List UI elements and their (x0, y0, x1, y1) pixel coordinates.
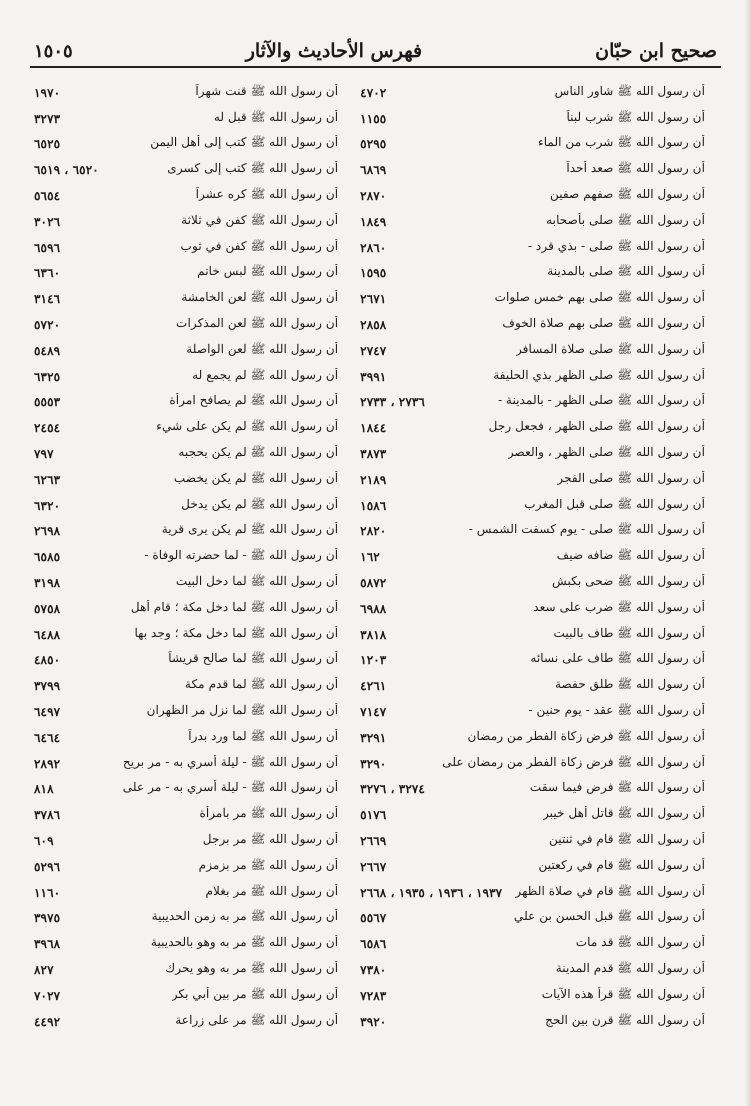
hadith-number: ٣٩٩١ (360, 369, 387, 384)
index-entry (34, 364, 338, 390)
hadith-number: ٢٨٧٠ (360, 189, 387, 204)
hadith-incipit: أن رسول الله ﷺ لم يكن يحجبه (178, 445, 339, 460)
hadith-number: ٢٧٤٧ (360, 343, 387, 358)
hadith-incipit: أن رسول الله ﷺ قام في ثنتين (549, 832, 705, 846)
index-entry (360, 106, 705, 132)
hadith-number: ٦٥٩٦ (34, 240, 61, 255)
index-entry (34, 80, 338, 106)
index-entry (34, 828, 338, 854)
hadith-incipit: أن رسول الله ﷺ شرب لبناً (566, 109, 705, 124)
index-entry (34, 183, 338, 209)
index-entry (360, 441, 705, 467)
hadith-incipit: أن رسول الله ﷺ طاف على نسائه (530, 651, 705, 666)
hadith-incipit: أن رسول الله ﷺ صلى الظهر ، والعصر (507, 445, 705, 460)
hadith-incipit: أن رسول الله ﷺ كتب إلى كسرى (167, 161, 339, 176)
hadith-number: ١٩٧٠ (34, 85, 61, 100)
hadith-number: ٥٥٦٧ (360, 911, 387, 926)
hadith-number: ٧٣٨٠ (360, 962, 387, 977)
index-entry (360, 390, 705, 416)
index-entry (34, 312, 338, 338)
index-entry (360, 415, 705, 441)
index-entry (360, 261, 705, 287)
hadith-number: ٣٩٦٨ (34, 937, 61, 952)
hadith-incipit: أن رسول الله ﷺ طلق حفصة (554, 677, 705, 692)
index-entry (34, 390, 338, 416)
hadith-number: ٦٥٨٦ (360, 937, 387, 952)
hadith-number: ٣٠٢٦ (34, 214, 61, 229)
hadith-number: ١٢٠٣ (360, 653, 387, 668)
hadith-number: ٣٨١٨ (360, 627, 387, 642)
hadith-incipit: أن رسول الله ﷺ مر بين أبي بكر (171, 986, 339, 1001)
index-entry (360, 80, 705, 106)
hadith-incipit: أن رسول الله ﷺ قام في صلاة الظهر (515, 883, 705, 898)
hadith-incipit: أن رسول الله ﷺ صلى بهم خمس صلوات (494, 290, 705, 305)
index-entry (360, 751, 705, 777)
hadith-incipit: أن رسول الله ﷺ فرض زكاة الفطر من رمضان (467, 728, 705, 743)
hadith-number: ٥٢٩٦ (34, 859, 61, 874)
index-entry (34, 957, 338, 983)
hadith-incipit: أن رسول الله ﷺ مر بزمزم (198, 857, 339, 872)
index-entry (360, 828, 705, 854)
hadith-number: ٢٧٣٦ ، ٢٧٣٣ (360, 395, 425, 410)
hadith-number: ٧٩٧ (34, 447, 54, 462)
hadith-number: ١١٦٠ (34, 885, 61, 900)
hadith-number: ١٨٤٤ (360, 421, 387, 436)
index-entry (34, 699, 338, 725)
hadith-number: ٣١٩٨ (34, 576, 61, 591)
index-entry (34, 519, 338, 545)
hadith-number: ٦٥٢٥ (34, 137, 61, 152)
hadith-incipit: أن رسول الله ﷺ مر به وهو بالحديبية (150, 935, 339, 950)
hadith-incipit: أن رسول الله ﷺ صلى الظهر - بالمدينة - (497, 393, 705, 408)
hadith-incipit: أن رسول الله ﷺ قنت شهراً (195, 83, 339, 98)
hadith-number: ٥٦٥٤ (34, 189, 61, 204)
hadith-incipit: أن رسول الله ﷺ لما صالح قريشاً (168, 651, 339, 666)
hadith-incipit: أن رسول الله ﷺ قام في ركعتين (538, 857, 705, 872)
index-entry (360, 493, 705, 519)
hadith-number: ٥٧٢٠ (34, 318, 61, 333)
hadith-number: ٦٩٨٨ (360, 601, 387, 616)
index-entry (360, 983, 705, 1009)
index-title: فهرس الأحاديث والآثار (245, 40, 423, 62)
index-entry (360, 931, 705, 957)
hadith-number: ٣٢٩١ (360, 730, 387, 745)
hadith-incipit: أن رسول الله ﷺ صعد أحداً (566, 161, 705, 176)
hadith-number: ٢٨٥٨ (360, 318, 387, 333)
index-entry (34, 906, 338, 932)
hadith-incipit: أن رسول الله ﷺ ضحى بكبش (551, 574, 705, 589)
hadith-number: ١٨٤٩ (360, 214, 387, 229)
index-entry (360, 570, 705, 596)
hadith-incipit: أن رسول الله ﷺ - لما حضرته الوفاة - (144, 548, 339, 563)
index-entry (34, 596, 338, 622)
index-entry (360, 286, 705, 312)
index-entry (360, 338, 705, 364)
hadith-number: ٨١٨ (34, 782, 54, 797)
hadith-number: ٢٦٧١ (360, 292, 387, 307)
hadith-number: ٢١٨٩ (360, 472, 387, 487)
hadith-incipit: أن رسول الله ﷺ صلى - يوم كسفت الشمس - (468, 522, 705, 537)
page-number: ١٥٠٥ (34, 41, 73, 62)
page-header (34, 28, 717, 62)
index-entry (360, 648, 705, 674)
index-entry (34, 854, 338, 880)
hadith-number: ٣٢٩٠ (360, 756, 387, 771)
hadith-incipit: أن رسول الله ﷺ لم يكن يخضب (173, 470, 339, 485)
hadith-number: ٣٧٩٩ (34, 679, 61, 694)
hadith-number: ٦٢٦٣ (34, 472, 61, 487)
index-entry (34, 880, 338, 906)
index-entry (34, 802, 338, 828)
index-entry (34, 209, 338, 235)
hadith-number: ٥٧٥٨ (34, 601, 61, 616)
hadith-incipit: أن رسول الله ﷺ صلى صلاة المسافر (515, 341, 705, 356)
index-entry (34, 493, 338, 519)
hadith-incipit: أن رسول الله ﷺ صلى بالمدينة (547, 264, 705, 279)
index-entry (360, 880, 705, 906)
hadith-number: ١٥٩٥ (360, 266, 387, 281)
hadith-incipit: أن رسول الله ﷺ مر برجل (202, 832, 339, 846)
hadith-incipit: أن رسول الله ﷺ لعن المذكرات (176, 316, 339, 331)
hadith-number: ٣٢٧٤ ، ٣٢٧٦ (360, 782, 425, 797)
hadith-incipit: أن رسول الله ﷺ لما نزل مر الظهران (146, 703, 339, 718)
hadith-number: ٤٧٠٢ (360, 85, 387, 100)
hadith-incipit: أن رسول الله ﷺ صلى قبل المغرب (524, 496, 705, 511)
index-entry (360, 183, 705, 209)
hadith-number: ٣٩٧٥ (34, 911, 61, 926)
hadith-number: ٤٢٦١ (360, 679, 387, 694)
hadith-number: ٦٠٩ (34, 834, 54, 848)
hadith-incipit: أن رسول الله ﷺ قبل له (213, 109, 339, 124)
hadith-incipit: أن رسول الله ﷺ كره عشراً (195, 187, 339, 202)
hadith-incipit: أن رسول الله ﷺ شرب من الماء (537, 135, 705, 150)
index-entry (34, 261, 338, 287)
hadith-incipit: أن رسول الله ﷺ ضرب على سعد (533, 599, 705, 614)
hadith-number: ٢٨٢٠ (360, 524, 387, 539)
hadith-incipit: أن رسول الله ﷺ صفهم صفين (549, 187, 705, 202)
hadith-number: ٦٤٦٤ (34, 730, 61, 745)
index-entry (34, 132, 338, 158)
book-title: صحيح ابن حبّان (595, 40, 717, 62)
hadith-incipit: أن رسول الله ﷺ كفن في ثوب (180, 238, 339, 253)
hadith-number: ٦٤٨٨ (34, 627, 61, 642)
index-entry (34, 544, 338, 570)
hadith-number: ٦٨٦٩ (360, 163, 387, 178)
hadith-number: ٥٤٨٩ (34, 343, 61, 358)
index-columns (34, 80, 705, 1034)
hadith-incipit: أن رسول الله ﷺ فرض فيما سقت (529, 780, 705, 795)
hadith-number: ٦٥٢٠ ، ٦٥١٩ (34, 163, 99, 178)
index-entry (34, 235, 338, 261)
index-entry (360, 1009, 705, 1035)
hadith-number: ٥١٧٦ (360, 808, 387, 823)
hadith-incipit: أن رسول الله ﷺ كفن في ثلاثة (181, 212, 339, 227)
index-entry (360, 673, 705, 699)
hadith-incipit: أن رسول الله ﷺ لم يكن على شيء (156, 419, 339, 434)
index-entry (360, 906, 705, 932)
hadith-number: ٣١٤٦ (34, 292, 61, 307)
hadith-incipit: أن رسول الله ﷺ قرن بين الحج (545, 1012, 705, 1027)
hadith-incipit: أن رسول الله ﷺ صلى الظهر بذي الحليفة (493, 367, 705, 382)
hadith-incipit: أن رسول الله ﷺ قاتل أهل خيبر (542, 806, 705, 821)
hadith-incipit: أن رسول الله ﷺ لم يصافح امرأة (169, 393, 339, 408)
index-entry (360, 957, 705, 983)
hadith-incipit: أن رسول الله ﷺ ضافه ضيف (556, 548, 705, 563)
index-entry (360, 854, 705, 880)
hadith-incipit: أن رسول الله ﷺ لما قدم مكة (184, 677, 339, 692)
index-entry (360, 622, 705, 648)
hadith-incipit: أن رسول الله ﷺ عقد - يوم حنين - (528, 703, 705, 718)
index-entry (360, 157, 705, 183)
index-entry (34, 983, 338, 1009)
hadith-number: ٦٥٨٥ (34, 550, 61, 565)
hadith-number: ٢٦٦٧ (360, 859, 387, 874)
hadith-incipit: أن رسول الله ﷺ - ليلة أسري به - مر بريح (122, 754, 339, 769)
index-entry (34, 570, 338, 596)
index-entry (34, 338, 338, 364)
hadith-number: ٧٢٨٣ (360, 988, 387, 1003)
index-entry (360, 802, 705, 828)
hadith-incipit: أن رسول الله ﷺ لما ورد بدراً (188, 728, 339, 743)
hadith-incipit: أن رسول الله ﷺ قبل الحسن بن علي (513, 909, 705, 924)
index-entry (34, 106, 338, 132)
header-rule (30, 66, 721, 68)
index-entry (360, 209, 705, 235)
hadith-incipit: أن رسول الله ﷺ مر به زمن الحديبية (151, 909, 339, 924)
hadith-number: ٣٨٧٣ (360, 447, 387, 462)
hadith-incipit: أن رسول الله ﷺ لم يكن يرى قرية (161, 522, 339, 537)
right-column (360, 80, 705, 1034)
index-entry (34, 286, 338, 312)
index-entry (34, 415, 338, 441)
hadith-number: ٦٣٦٠ (34, 266, 61, 281)
hadith-number: ٦٤٩٧ (34, 705, 61, 720)
hadith-incipit: أن رسول الله ﷺ مر بغلام (205, 883, 339, 898)
hadith-incipit: أن رسول الله ﷺ - ليلة أسري به - مر على (122, 780, 339, 795)
index-entry (34, 467, 338, 493)
hadith-number: ٢٦٩٨ (34, 524, 61, 539)
hadith-number: ١٥٨٦ (360, 498, 387, 513)
index-entry (34, 777, 338, 803)
index-entry (360, 519, 705, 545)
hadith-incipit: أن رسول الله ﷺ قدم المدينة (555, 960, 705, 975)
index-entry (34, 622, 338, 648)
hadith-number: ٧٠٢٧ (34, 988, 61, 1003)
hadith-incipit: أن رسول الله ﷺ قد مات (575, 935, 705, 950)
index-entry (34, 673, 338, 699)
hadith-number: ٦٣٢٥ (34, 369, 61, 384)
hadith-number: ٣٩٢٠ (360, 1014, 387, 1029)
index-entry (360, 596, 705, 622)
index-entry (34, 1009, 338, 1035)
index-entry (360, 544, 705, 570)
hadith-number: ٧١٤٧ (360, 705, 387, 720)
index-entry (360, 467, 705, 493)
hadith-number: ٤٨٥٠ (34, 653, 61, 668)
hadith-number: ٤٤٩٢ (34, 1014, 61, 1029)
hadith-incipit: أن رسول الله ﷺ لعن الواصلة (186, 341, 339, 356)
hadith-incipit: أن رسول الله ﷺ لم يكن يدخل (181, 496, 339, 511)
hadith-incipit: أن رسول الله ﷺ لم يجمع له (192, 367, 339, 382)
hadith-incipit: أن رسول الله ﷺ صلى الظهر ، فجعل رجل (488, 419, 705, 434)
index-entry (360, 235, 705, 261)
hadith-incipit: أن رسول الله ﷺ لما دخل البيت (175, 574, 339, 589)
hadith-number: ٥٨٧٢ (360, 576, 387, 591)
hadith-incipit: أن رسول الله ﷺ صلى بهم صلاة الخوف (502, 316, 705, 331)
index-entry (34, 157, 338, 183)
hadith-incipit: أن رسول الله ﷺ كتب إلى أهل اليمن (150, 135, 339, 150)
index-entry (34, 751, 338, 777)
hadith-number: ٢٦٦٩ (360, 834, 387, 848)
hadith-incipit: أن رسول الله ﷺ فرض زكاة الفطر من رمضان على (442, 754, 705, 769)
hadith-incipit: أن رسول الله ﷺ قرأ هذه الآيات (541, 986, 705, 1001)
hadith-number: ٨٢٧ (34, 962, 54, 977)
hadith-number: ٢٨٩٢ (34, 756, 61, 771)
hadith-number: ٢٨٦٠ (360, 240, 387, 255)
index-entry (360, 132, 705, 158)
hadith-incipit: أن رسول الله ﷺ مر على زراعة (175, 1012, 339, 1027)
hadith-number: ١٩٣٧ ، ١٩٣٦ ، ١٩٣٥ ، ٢٦٦٨ (360, 885, 503, 900)
hadith-incipit: أن رسول الله ﷺ مر به وهو يحرك (165, 960, 339, 975)
hadith-incipit: أن رسول الله ﷺ لعن الخامشة (181, 290, 339, 305)
hadith-number: ٣٧٨٦ (34, 808, 61, 823)
index-entry (360, 364, 705, 390)
hadith-number: ١٦٢ (360, 550, 380, 565)
index-entry (34, 725, 338, 751)
index-entry (34, 441, 338, 467)
hadith-number: ٣٢٧٣ (34, 111, 61, 126)
hadith-incipit: أن رسول الله ﷺ لما دخل مكة ؛ قام أهل (130, 599, 339, 614)
index-entry (360, 725, 705, 751)
index-entry (34, 931, 338, 957)
hadith-number: ٢٤٥٤ (34, 421, 61, 436)
hadith-incipit: أن رسول الله ﷺ لما دخل مكة ؛ وجد بها (134, 625, 339, 640)
hadith-incipit: أن رسول الله ﷺ شاور الناس (554, 83, 705, 98)
hadith-number: ٥٥٥٣ (34, 395, 61, 410)
hadith-incipit: أن رسول الله ﷺ صلى الفجر (557, 470, 705, 485)
hadith-incipit: أن رسول الله ﷺ لبس خاتم (197, 264, 339, 279)
index-entry (360, 312, 705, 338)
hadith-number: ١١٥٥ (360, 111, 387, 126)
index-entry (360, 777, 705, 803)
left-column (34, 80, 338, 1034)
hadith-incipit: أن رسول الله ﷺ مر بامرأة (199, 806, 339, 821)
hadith-incipit: أن رسول الله ﷺ طاف بالبيت (553, 625, 705, 640)
hadith-incipit: أن رسول الله ﷺ صلى بأصحابه (546, 212, 705, 227)
hadith-incipit: أن رسول الله ﷺ صلى - بذي قرد - (527, 238, 705, 253)
index-entry (360, 699, 705, 725)
index-entry (34, 648, 338, 674)
hadith-number: ٥٢٩٥ (360, 137, 387, 152)
hadith-number: ٦٣٢٠ (34, 498, 61, 513)
scan-edge-shadow (745, 0, 751, 1106)
